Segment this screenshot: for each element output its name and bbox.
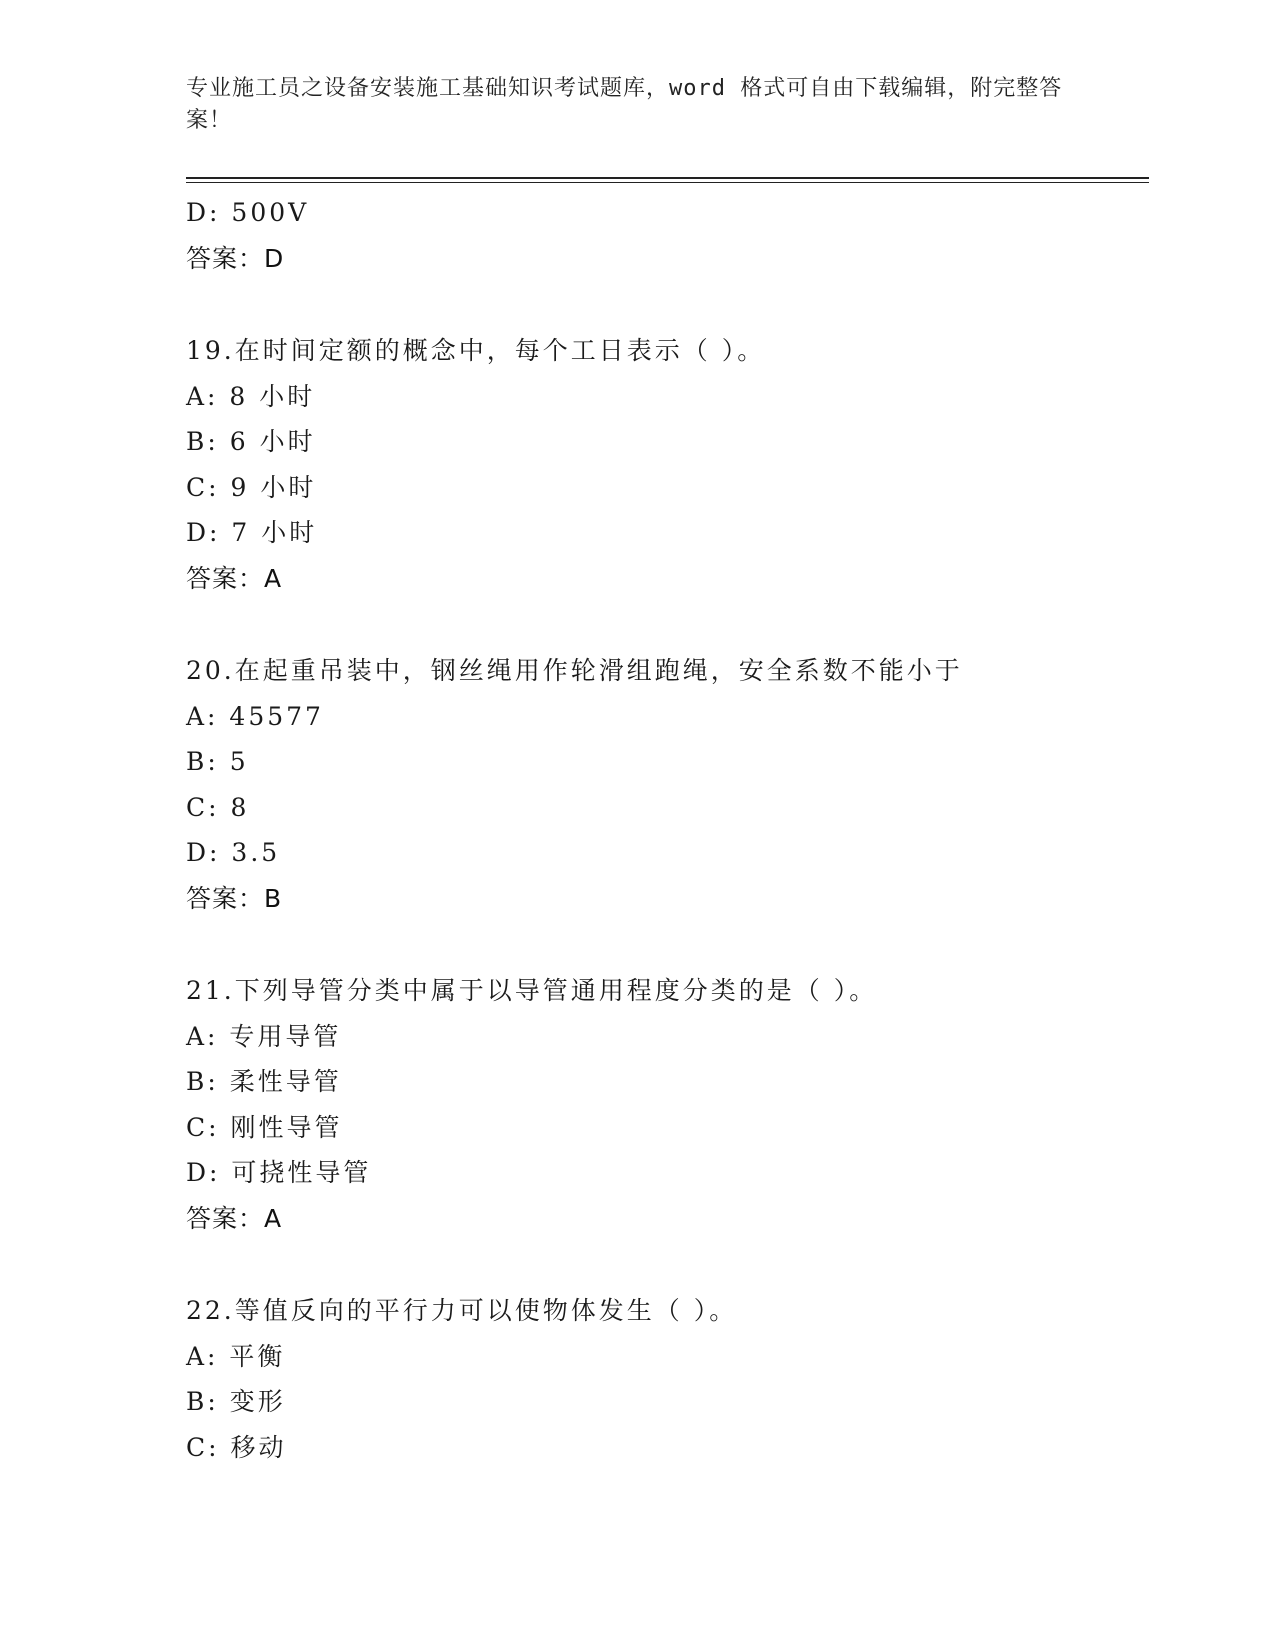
option-c: C: 移动 bbox=[186, 1432, 287, 1462]
question-21 bbox=[186, 968, 1149, 1241]
option-b: B: 5 bbox=[186, 747, 249, 776]
answer-line: 答案：A bbox=[186, 563, 283, 593]
question-22 bbox=[186, 1288, 1149, 1470]
option-b: B: 变形 bbox=[186, 1387, 286, 1416]
answer-line: 答案：D bbox=[186, 243, 285, 273]
question-stem: 19.在时间定额的概念中，每个工日表示（ ）。 bbox=[186, 336, 766, 365]
question-content bbox=[186, 190, 1149, 1470]
option-c: C: 刚性导管 bbox=[186, 1112, 343, 1142]
option-a: A: 专用导管 bbox=[186, 1021, 342, 1051]
question-stem: 21.下列导管分类中属于以导管通用程度分类的是（ ）。 bbox=[186, 976, 878, 1005]
option-c: C: 8 bbox=[186, 792, 250, 822]
question-20 bbox=[186, 648, 1149, 921]
option-b: B: 柔性导管 bbox=[186, 1067, 342, 1096]
answer-line: 答案：A bbox=[186, 1203, 283, 1233]
option-a: A: 8 小时 bbox=[186, 381, 316, 411]
option-d: D: 3.5 bbox=[186, 838, 281, 867]
question-18-fragment bbox=[186, 190, 1149, 281]
page-header: 专业施工员之设备安装施工基础知识考试题库，word 格式可自由下载编辑，附完整答案！ bbox=[186, 76, 1063, 133]
question-stem: 20.在起重吊装中，钢丝绳用作轮滑组跑绳，安全系数不能小于 bbox=[186, 656, 963, 685]
header-rule-thin bbox=[186, 182, 1149, 183]
option-d: D: 500V bbox=[186, 198, 310, 227]
question-stem: 22.等值反向的平行力可以使物体发生（ ）。 bbox=[186, 1296, 738, 1325]
answer-line: 答案：B bbox=[186, 883, 283, 913]
header-rule-thick bbox=[186, 177, 1149, 179]
option-d: D: 7 小时 bbox=[186, 518, 318, 547]
option-a: A: 45577 bbox=[186, 701, 324, 731]
option-b: B: 6 小时 bbox=[186, 427, 316, 456]
question-19 bbox=[186, 328, 1149, 601]
option-d: D: 可挠性导管 bbox=[186, 1158, 372, 1187]
option-c: C: 9 小时 bbox=[186, 472, 317, 502]
option-a: A: 平衡 bbox=[186, 1341, 286, 1371]
